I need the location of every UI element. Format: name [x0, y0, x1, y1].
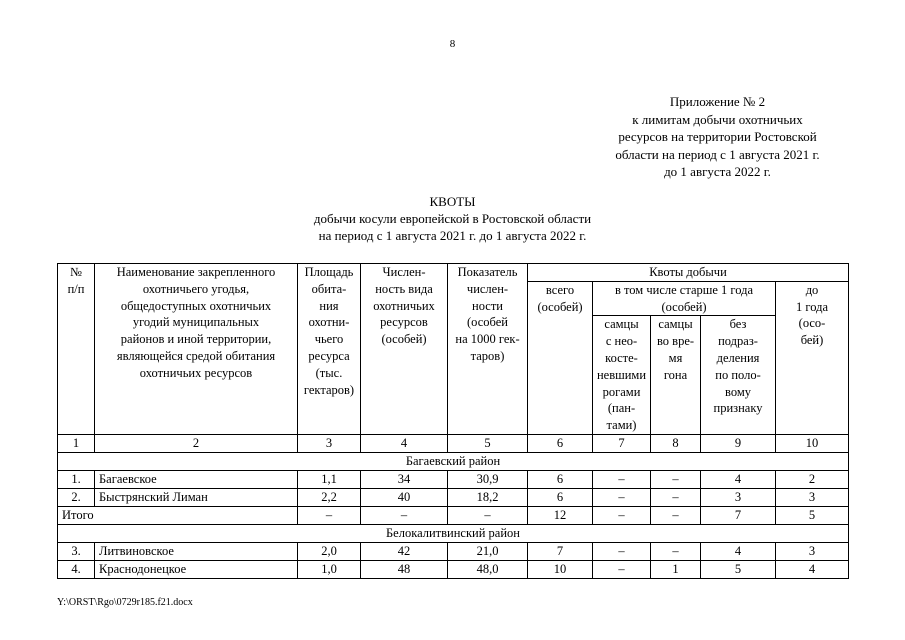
cell-no-sex: 5 — [701, 560, 776, 578]
header-line: ресурсов — [380, 315, 428, 330]
appendix-note — [585, 93, 850, 181]
header-line: косте- — [605, 350, 638, 365]
cell-total: 6 — [528, 488, 593, 506]
column-number: 3 — [298, 434, 361, 452]
header-males-rut — [651, 316, 701, 435]
cell-males-unossified: – — [593, 488, 651, 506]
cell-num: 1. — [58, 470, 95, 488]
header-line: во вре- — [656, 334, 695, 349]
header-line: являющейся средой обитания — [116, 348, 276, 363]
header-males-unossified — [593, 316, 651, 435]
title-line: на период с 1 августа 2021 г. до 1 августа 2022 г. — [318, 228, 587, 243]
total-label: Итого — [58, 506, 298, 524]
cell-name: Краснодонецкое — [95, 560, 298, 578]
header-quotas: Квоты добычи — [528, 264, 849, 282]
cell-area: 2,0 — [298, 542, 361, 560]
cell-under1: 5 — [776, 506, 849, 524]
header-line: в том числе старше 1 года — [614, 282, 754, 297]
cell-area: – — [298, 506, 361, 524]
header-older — [593, 281, 776, 316]
cell-num: 3. — [58, 542, 95, 560]
header-area — [298, 264, 361, 435]
header-line: ресурса — [308, 348, 350, 363]
column-number-row — [58, 434, 849, 452]
header-line: ности — [472, 298, 503, 313]
cell-density: – — [448, 506, 528, 524]
header-line: вому — [725, 384, 751, 399]
cell-name: Литвиновское — [95, 542, 298, 560]
header-line: Показатель — [457, 265, 518, 279]
cell-population: 34 — [361, 470, 448, 488]
column-number: 7 — [593, 434, 651, 452]
header-line: на 1000 гек- — [455, 332, 520, 347]
header-line: общедоступных охотничьих — [120, 298, 272, 313]
header-line: по поло- — [715, 367, 761, 382]
appendix-line: до 1 августа 2022 г. — [664, 164, 771, 179]
cell-males-rut: – — [651, 470, 701, 488]
header-line: с нео- — [605, 334, 638, 349]
table-row — [58, 470, 849, 488]
header-line: Площадь — [304, 265, 354, 279]
header-line: признаку — [713, 401, 763, 416]
district-name: Багаевский район — [58, 452, 849, 470]
cell-males-rut: – — [651, 488, 701, 506]
cell-population: – — [361, 506, 448, 524]
header-line: Наименование закрепленного — [116, 265, 276, 279]
header-line: бей) — [800, 333, 824, 348]
header-total — [528, 281, 593, 434]
cell-males-unossified: – — [593, 470, 651, 488]
cell-name: Багаевское — [95, 470, 298, 488]
cell-area: 1,0 — [298, 560, 361, 578]
cell-under1: 3 — [776, 542, 849, 560]
cell-males-rut: – — [651, 542, 701, 560]
header-line: (осо- — [798, 316, 826, 331]
total-row — [58, 506, 849, 524]
column-number: 8 — [651, 434, 701, 452]
cell-no-sex: 7 — [701, 506, 776, 524]
header-line: самцы — [658, 317, 693, 332]
header-line: (пан- — [607, 401, 636, 416]
cell-name: Быстрянский Лиман — [95, 488, 298, 506]
header-line: (особей) — [661, 299, 707, 314]
cell-males-rut: 1 — [651, 560, 701, 578]
header-line: Числен- — [382, 265, 426, 279]
cell-density: 21,0 — [448, 542, 528, 560]
cell-total: 12 — [528, 506, 593, 524]
appendix-line: к лимитам добычи охотничьих — [632, 111, 803, 127]
cell-population: 48 — [361, 560, 448, 578]
header-num — [58, 264, 95, 435]
header-line: невшими — [596, 367, 647, 382]
cell-density: 30,9 — [448, 470, 528, 488]
cell-num: 2. — [58, 488, 95, 506]
header-line: тами) — [606, 418, 637, 433]
header-line: (тыс. — [315, 365, 343, 380]
header-line: охотничьих ресурсов — [139, 365, 253, 380]
header-line: гектаров) — [303, 382, 355, 397]
cell-under1: 4 — [776, 560, 849, 578]
column-number: 1 — [58, 434, 95, 452]
file-path-footer: Y:\ORST\Rgo\0729r185.f21.docx — [57, 597, 193, 608]
header-line: № — [70, 265, 82, 279]
header-line: гона — [663, 367, 688, 382]
cell-population: 42 — [361, 542, 448, 560]
header-line: самцы — [604, 317, 639, 332]
header-line: числен- — [466, 281, 509, 296]
page-number: 8 — [449, 38, 456, 50]
header-line: 1 года — [796, 299, 828, 314]
header-line: таров) — [470, 348, 505, 363]
header-population — [361, 264, 448, 435]
header-name — [95, 264, 298, 435]
cell-no-sex: 3 — [701, 488, 776, 506]
cell-no-sex: 4 — [701, 542, 776, 560]
column-number: 10 — [776, 434, 849, 452]
cell-area: 2,2 — [298, 488, 361, 506]
header-line: мя — [668, 350, 683, 365]
header-under1 — [776, 281, 849, 434]
header-line: (особей) — [537, 299, 583, 314]
column-number: 4 — [361, 434, 448, 452]
appendix-line: области на период с 1 августа 2021 г. — [615, 146, 820, 162]
header-line: чьего — [314, 332, 344, 347]
header-line: всего — [545, 282, 575, 297]
header-line: п/п — [67, 281, 85, 296]
header-line: без — [729, 317, 747, 332]
table-row — [58, 560, 849, 578]
header-row — [58, 264, 849, 282]
header-line: угодий муниципальных — [132, 315, 260, 330]
table-row — [58, 488, 849, 506]
cell-no-sex: 4 — [701, 470, 776, 488]
title-line: добычи косули европейской в Ростовской области — [313, 211, 592, 226]
header-line: (особей — [467, 315, 508, 330]
cell-under1: 2 — [776, 470, 849, 488]
cell-population: 40 — [361, 488, 448, 506]
cell-total: 10 — [528, 560, 593, 578]
header-line: районов и иной территории, — [120, 332, 272, 347]
header-line: ность вида — [375, 281, 433, 296]
header-line: (особей) — [381, 332, 427, 347]
cell-males-unossified: – — [593, 560, 651, 578]
header-line: охотничьего угодья, — [142, 281, 250, 296]
cell-num: 4. — [58, 560, 95, 578]
cell-total: 7 — [528, 542, 593, 560]
header-line: ния — [319, 298, 339, 313]
header-line: охотничьих — [373, 298, 435, 313]
cell-under1: 3 — [776, 488, 849, 506]
appendix-line: ресурсов на территории Ростовской — [618, 129, 817, 144]
cell-density: 18,2 — [448, 488, 528, 506]
header-line: обита- — [311, 281, 347, 296]
column-number: 2 — [95, 434, 298, 452]
district-name: Белокалитвинский район — [58, 524, 849, 542]
header-line: до — [805, 282, 819, 297]
column-number: 6 — [528, 434, 593, 452]
header-no-sex — [701, 316, 776, 435]
appendix-line: Приложение № 2 — [669, 94, 766, 109]
district-row — [58, 524, 849, 542]
header-line: рогами — [602, 384, 641, 399]
column-number: 9 — [701, 434, 776, 452]
cell-males-unossified: – — [593, 542, 651, 560]
quota-table — [57, 263, 849, 579]
cell-males-unossified: – — [593, 506, 651, 524]
header-line: деления — [716, 350, 760, 365]
cell-total: 6 — [528, 470, 593, 488]
title-heading: КВОТЫ — [429, 194, 476, 209]
cell-area: 1,1 — [298, 470, 361, 488]
header-density — [448, 264, 528, 435]
document-title — [0, 193, 905, 244]
table-row — [58, 542, 849, 560]
header-line: подраз- — [718, 334, 758, 349]
column-number: 5 — [448, 434, 528, 452]
district-row — [58, 452, 849, 470]
header-line: охотни- — [308, 315, 350, 330]
cell-density: 48,0 — [448, 560, 528, 578]
cell-males-rut: – — [651, 506, 701, 524]
